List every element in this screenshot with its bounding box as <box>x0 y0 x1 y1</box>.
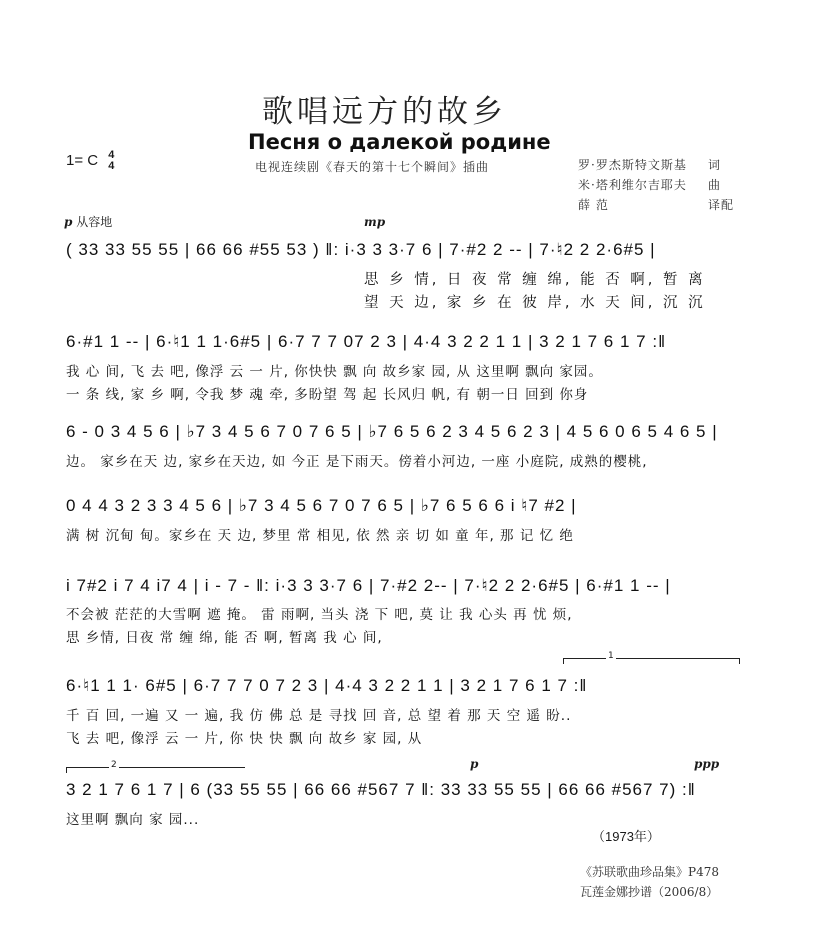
key-signature <box>66 150 114 172</box>
volta-bracket-2: 2 <box>66 767 245 773</box>
score-line-4: 0 4 4 3 2 3 3 4 5 6 | ♭7 3 4 5 6 7 0 7 6 5 | ♭7 6 5 6 6 i ♮7 #2 | <box>66 496 577 515</box>
tempo-text: 从容地 <box>76 215 113 229</box>
lyrics-line-3: 边。 家乡在天 边, 家乡在天边, 如 今正 是下雨天。傍着小河边, 一座 小庭院, 成熟的樱桃, <box>66 454 648 470</box>
volta-bracket-1: 1 <box>563 658 740 664</box>
dynamic-marking: p <box>64 215 73 229</box>
source-block <box>580 862 719 902</box>
lyrics-line-1a: 思 乡 情, 日 夜 常 缠 绵, 能 否 啊, 暂 离 <box>364 272 706 288</box>
time-signature: 4 4 <box>108 149 115 172</box>
lyrics-line-2a: 我 心 间, 飞 去 吧, 像浮 云 一 片, 你快快 飘 向 故乡家 园, 从 这里啊 飘向 家园。 <box>66 364 603 380</box>
lyrics-line-4: 满 树 沉甸 甸。家乡在 天 边, 梦里 常 相见, 依 然 亲 切 如 童 年, 那 记 忆 绝 <box>66 528 574 544</box>
source-book: 《苏联歌曲珍品集》P478 <box>580 865 719 879</box>
dynamic-marking: mp <box>364 215 386 229</box>
credit-translator: 薛 范 译配 <box>578 198 735 212</box>
lyrics-line-1b: 望 天 边, 家 乡 在 彼 岸, 水 天 间, 沉 沉 <box>364 295 706 311</box>
credit-lyricist: 罗·罗杰斯特文斯基 词 <box>578 158 722 172</box>
song-subtitle: 电视连续剧《春天的第十七个瞬间》插曲 <box>255 160 490 174</box>
lyrics-line-7: 这里啊 飘向 家 园... <box>66 812 200 828</box>
lyrics-line-5a: 不会被 茫茫的大雪啊 遮 掩。 雷 雨啊, 当头 浇 下 吧, 莫 让 我 心头 再 忧 烦, <box>66 607 573 623</box>
tempo-marking <box>64 213 112 230</box>
score-line-1: ( 33 33 55 55 | 66 66 #55 53 ) ‖: i·3 3 3·7 6 | 7·#2 2 -- | 7·♮2 2 2·6#5 | <box>66 240 656 259</box>
key-label: 1= C <box>66 151 99 169</box>
dynamic-marking-p: p <box>470 757 479 771</box>
lyrics-line-6b: 飞 去 吧, 像浮 云 一 片, 你 快 快 飘 向 故乡 家 园, 从 <box>66 731 423 747</box>
song-title-chinese: 歌唱远方的故乡 <box>262 94 507 130</box>
song-title-russian: Песня о далекой родине <box>248 130 551 154</box>
year-label: （1973年） <box>592 829 660 844</box>
score-line-2: 6·#1 1 -- | 6·♮1 1 1·6#5 | 6·7 7 7 07 2 3 | 4·4 3 2 2 1 1 | 3 2 1 7 6 1 7 :‖ <box>66 332 667 351</box>
dynamic-marking-ppp: ppp <box>694 757 720 771</box>
score-line-6: 6·♮1 1 1· 6#5 | 6·7 7 7 0 7 2 3 | 4·4 3 2 2 1 1 | 3 2 1 7 6 1 7 :‖ <box>66 676 588 695</box>
lyrics-line-5b: 思 乡情, 日夜 常 缠 绵, 能 否 啊, 暂离 我 心 间, <box>66 630 383 646</box>
score-line-3: 6 - 0 3 4 5 6 | ♭7 3 4 5 6 7 0 7 6 5 | ♭7 6 5 6 2 3 4 5 6 2 3 | 4 5 6 0 6 5 4 6 5 | <box>66 422 718 441</box>
lyrics-line-2b: 一 条 线, 家 乡 啊, 令我 梦 魂 牵, 多盼望 驾 起 长风归 帆, 有 朝一日 回到 你身 <box>66 387 589 403</box>
credits-block <box>578 155 734 215</box>
credit-composer: 米·塔利维尔吉耶夫 曲 <box>578 178 722 192</box>
transcriber-note: 瓦莲金娜抄谱（2006/8） <box>580 885 719 899</box>
score-line-7: 3 2 1 7 6 1 7 | 6 (33 55 55 | 66 66 #567 7 ‖: 33 33 55 55 | 66 66 #567 7) :‖ <box>66 780 696 799</box>
score-line-5: i 7#2 i 7 4 i7 4 | i - 7 - ‖: i·3 3 3·7 6 | 7·#2 2-- | 7·♮2 2 2·6#5 | 6·#1 1 -- | <box>66 576 671 595</box>
lyrics-line-6a: 千 百 回, 一遍 又 一 遍, 我 仿 佛 总 是 寻找 回 音, 总 望 着 那 天 空 遥 盼.. <box>66 708 572 724</box>
